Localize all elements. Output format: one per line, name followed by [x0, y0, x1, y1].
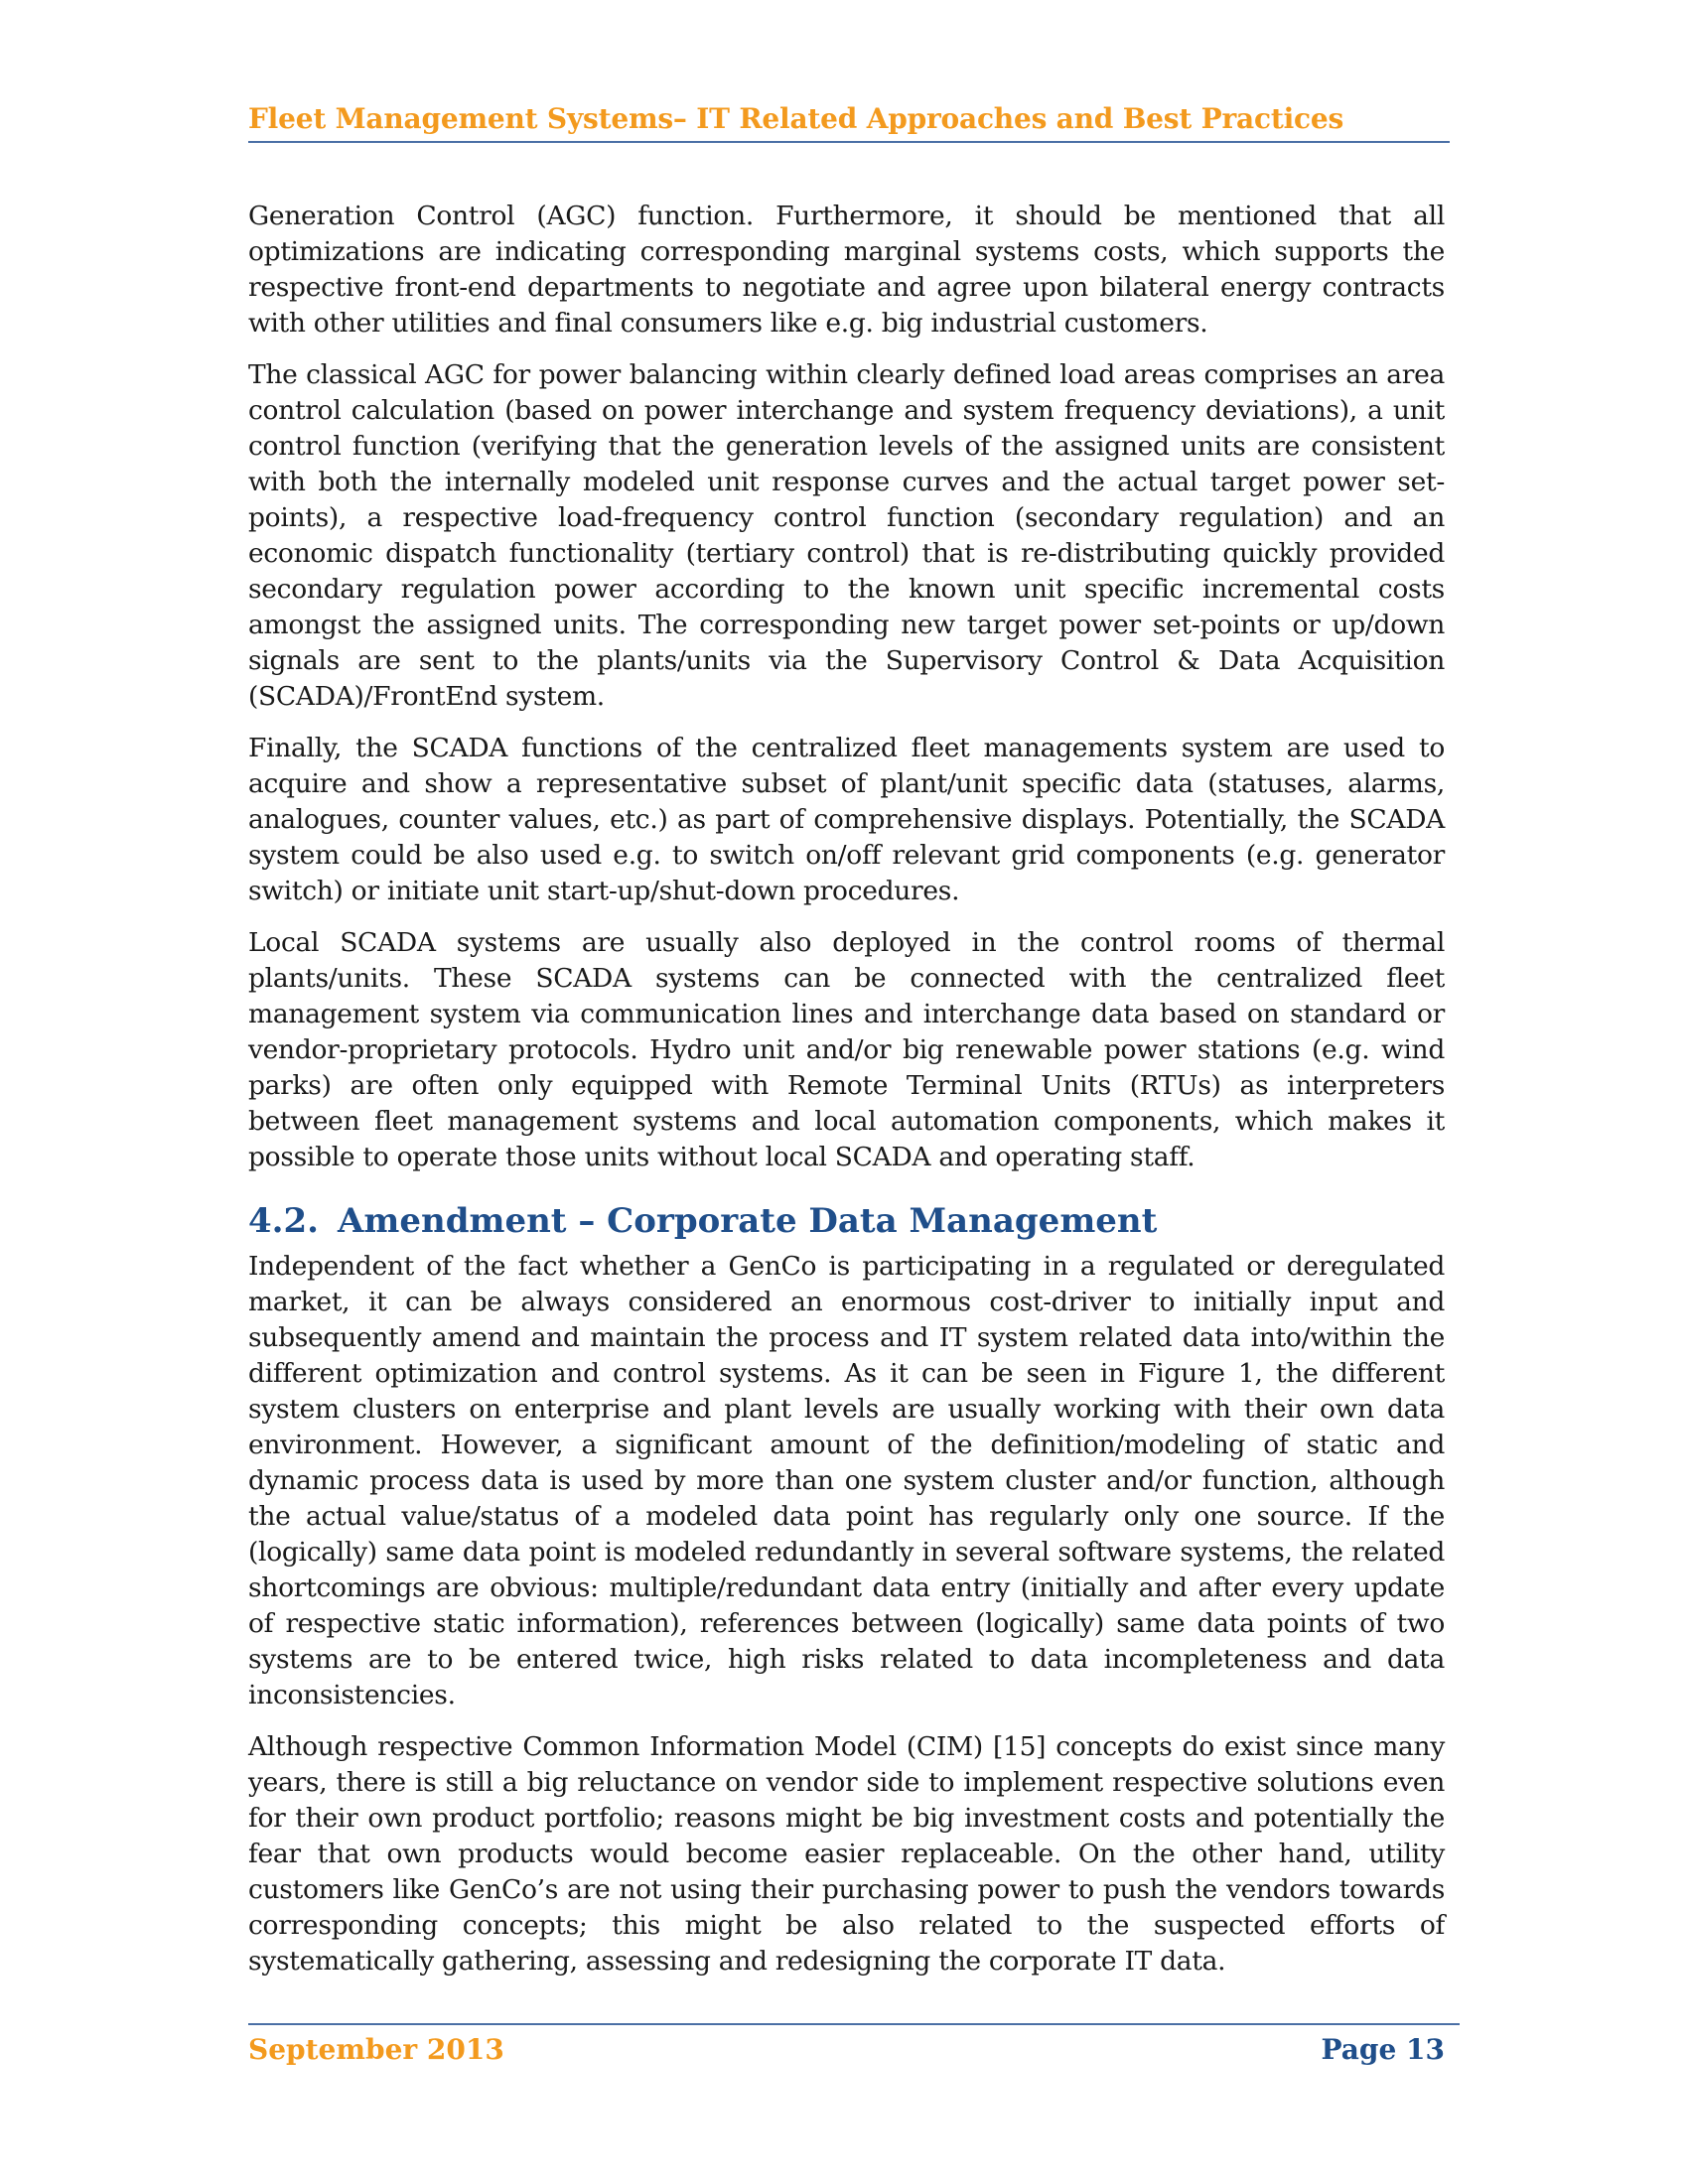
header-title: Fleet Management Systems– IT Related Approaches and Best Practices: [248, 102, 1344, 135]
section-title: Amendment – Corporate Data Management: [338, 1201, 1158, 1241]
footer-date: September 2013: [248, 2033, 504, 2066]
page-number: Page 13: [1321, 2033, 1445, 2066]
paragraph: Local SCADA systems are usually also deployed in the control rooms of thermal plants/units. These SCADA systems can be connected with the centralized fleet management system via communication lines and interchange data based on standard or vendor-proprietary protocols. Hydro unit and/or big renewable power stations (e.g. wind parks) are often only equipped with Remote Terminal Units (RTUs) as interpreters between fleet management systems and local automation components, which makes it possible to operate those units without local SCADA and operating staff.: [248, 927, 1445, 1172]
section-number: 4.2.: [248, 1201, 319, 1241]
page-header: [248, 97, 1450, 143]
page-footer: [248, 2023, 1460, 2075]
paragraph: The classical AGC for power balancing within clearly defined load areas comprises an area control calculation (based on power interchange and system frequency deviations), a unit control function (verifying that the generation levels of the assigned units are consistent with both the internally modeled unit response curves and the actual target power set-points), a respective load-frequency control function (secondary regulation) and an economic dispatch functionality (tertiary control) that is re-distributing quickly provided secondary regulation power according to the known unit specific incremental costs amongst the assigned units. The corresponding new target power set-points or up/down signals are sent to the plants/units via the Supervisory Control & Data Acquisition (SCADA)/FrontEnd system.: [248, 359, 1445, 712]
paragraph: Generation Control (AGC) function. Furthermore, it should be mentioned that all optimizations are indicating corresponding marginal systems costs, which supports the respective front-end departments to negotiate and agree upon bilateral energy contracts with other utilities and final consumers like e.g. big industrial customers.: [248, 201, 1445, 339]
paragraph: Finally, the SCADA functions of the centralized fleet managements system are used to acquire and show a representative subset of plant/unit specific data (statuses, alarms, analogues, counter values, etc.) as part of comprehensive displays. Potentially, the SCADA system could be also used e.g. to switch on/off relevant grid components (e.g. generator switch) or initiate unit start-up/shut-down procedures.: [248, 733, 1445, 906]
paragraph: Independent of the fact whether a GenCo is participating in a regulated or deregulated market, it can be always considered an enormous cost-driver to initially input and subsequently amend and maintain the process and IT system related data into/within the different optimization and control systems. As it can be seen in Figure 1, the different system clusters on enterprise and plant levels are usually working with their own data environment. However, a significant amount of the definition/modeling of static and dynamic process data is used by more than one system cluster and/or function, although the actual value/status of a modeled data point has regularly only one source. If the (logically) same data point is modeled redundantly in several software systems, the related shortcomings are obvious: multiple/redundant data entry (initially and after every update of respective static information), references between (logically) same data points of two systems are to be entered twice, high risks related to data incompleteness and data inconsistencies.: [248, 1251, 1445, 1710]
paragraph: Although respective Common Information Model (CIM) [15] concepts do exist since many years, there is still a big reluctance on vendor side to implement respective solutions even for their own product portfolio; reasons might be big investment costs and potentially the fear that own products would become easier replaceable. On the other hand, utility customers like GenCo’s are not using their purchasing power to push the vendors towards corresponding concepts; this might be also related to the suspected efforts of systematically gathering, assessing and redesigning the corporate IT data.: [248, 1731, 1445, 1977]
section-heading: [248, 1199, 1445, 1243]
main-content: [248, 199, 1445, 1995]
